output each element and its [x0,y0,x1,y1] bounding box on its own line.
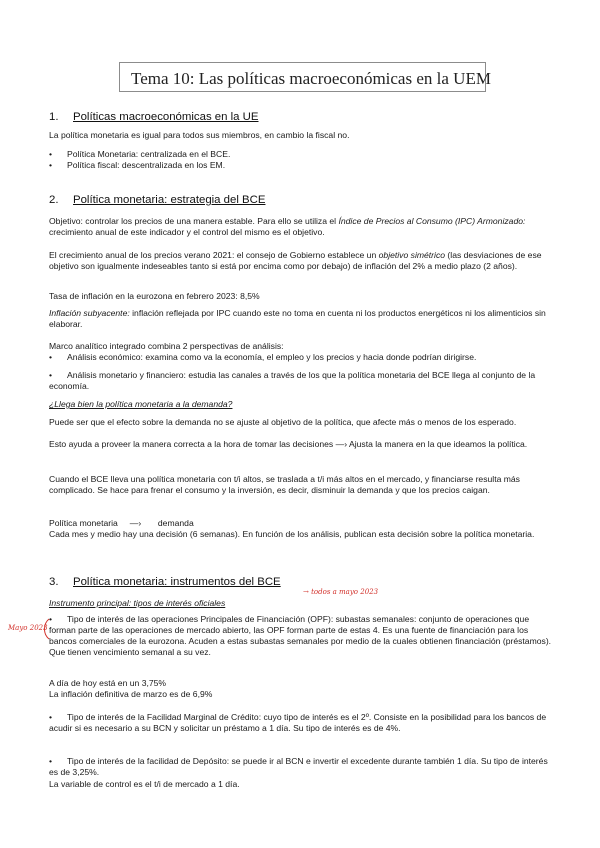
list-item-text: Política fiscal: descentralizada en los EM. [67,160,226,170]
section-number: 2. [49,194,59,206]
list-item [49,756,555,778]
paragraph-variable: La variable de control es el t/i de mercado a 1 día. [49,779,240,789]
list-item [49,149,555,160]
text-run: El crecimiento anual de los precios verano 2021: el consejo de Gobierno establece un [49,250,379,260]
paragraph: La política monetaria es igual para todos sus miembros, en cambio la fiscal no. [49,130,350,140]
list-item [49,352,555,363]
list-item-text: Política Monetaria: centralizada en el BCE. [67,149,231,159]
subheading: Instrumento principal: tipos de interés oficiales [49,598,226,608]
paragraph-dia: A día de hoy está en un 3,75% [49,678,167,688]
section-3-heading [49,575,281,590]
paragraph-tasa: Tasa de inflación en la eurozona en febrero 2023: 8,5% [49,291,260,301]
section-1-heading [49,110,259,125]
margin-bracket-icon [40,618,52,640]
italic-term: Índice de Precios al Consumo (IPC) Armonizado: [338,216,526,226]
list-item-text: Tipo de interés de la facilidad de Depósito: se puede ir al BCN e invertir el excedente durante también 1 día. Su tipo de interés es de 3,25%. [49,756,548,777]
paragraph-marco: Marco analítico integrado combina 2 perspectivas de análisis: [49,341,284,351]
text-run: inflación reflejada por IPC cuando este no toma en cuenta ni los productos energéticos ni los alimenticios sin elaborar. [49,308,546,329]
list-item [49,712,555,734]
section-title: Política monetaria: instrumentos del BCE [73,576,281,588]
question-heading: ¿Llega bien la política monetaria a la demanda? [49,399,233,409]
paragraph-puede: Puede ser que el efecto sobre la demanda no se ajuste al objetivo de la política, que afecte más o menos de los esperado. [49,417,517,427]
italic-term: Inflación subyacente: [49,308,130,318]
list-item-text: Análisis monetario y financiero: estudia las canales a través de los que la política monetaria del BCE llega al conjunto de la economía. [49,370,536,391]
bullet: • [49,149,53,159]
bullet: • [49,756,53,766]
list-item-text: Tipo de interés de las operaciones Principales de Financiación (OPF): subastas semanales: conjunto de operaciones que forman parte de las operaciones de mercado abierto, las OPF forman parte de estas 4. Es una fuente de financiación para los bancos comerciales de la eurozona. Acuden a estas subastas semanales por medio de la cuales obtienen financiación (préstamos). Que tienen vencimiento semanal a su vez. [49,614,552,657]
handwritten-margin-note: Mayo 2023 [8,624,48,632]
section-title: Políticas macroeconómicas en la UE [73,111,259,123]
paragraph-flecha: Política monetaria —› demanda [49,518,194,528]
text-run: (las desviaciones de ese objetivo son igualmente indeseables tanto si está por encima como por debajo) de inflación del 2% a medio plazo (2 años). [49,250,542,271]
paragraph-cuando: Cuando el BCE lleva una política monetaria con t/i altos, se traslada a t/i más altos en el mercado, y financiarse resulta más complicado. Se hace para frenar el consumo y la inversión, es decir, disminuir la demanda y que los precios caigan. [49,474,520,495]
bullet: • [49,614,53,624]
paragraph-subyacente [49,308,555,330]
text-run: Objetivo: controlar los precios de una manera estable. Para ello se utiliza el [49,216,339,226]
section-title: Política monetaria: estrategia del BCE [73,194,266,206]
paragraph-ayuda: Esto ayuda a proveer la manera correcta a la hora de tomar las decisiones —› Ajusta la manera en la que ideamos la política. [49,439,528,449]
section-number: 1. [49,111,59,123]
italic-term: objetivo simétrico [378,250,446,260]
list-item [49,160,555,171]
text-run: crecimiento anual de este indicador y el control del mismo es el objetivo. [49,227,325,237]
section-2-heading [49,193,265,208]
paragraph-inflacion: La inflación definitiva de marzo es de 6,9% [49,689,213,699]
list-item-text: Tipo de interés de la Facilidad Marginal de Crédito: cuyo tipo de interés es el 2º. Consiste en la posibilidad para los bancos de acudir si es necesario a su BCN y solicitar un préstamo a 1 día. Su tipo de interés es de 4%. [49,712,547,733]
page-title: Tema 10: Las políticas macroeconómicas en la UEM [119,62,486,92]
bullet: • [49,160,53,170]
paragraph-objetivo [49,216,555,238]
section-number: 3. [49,576,59,588]
list-item [49,614,555,658]
handwritten-note: → todos a mayo 2023 [303,588,379,596]
bullet: • [49,712,53,722]
paragraph-crecimiento [49,250,555,272]
list-item [49,370,555,392]
list-item-text: Análisis económico: examina como va la economía, el empleo y los precios y hacia donde podrían dirigirse. [67,352,477,362]
paragraph-cada: Cada mes y medio hay una decisión (6 semanas). En función de los análisis, publican esta decisión sobre la política monetaria. [49,529,535,539]
bullet: • [49,352,53,362]
bullet: • [49,370,53,380]
